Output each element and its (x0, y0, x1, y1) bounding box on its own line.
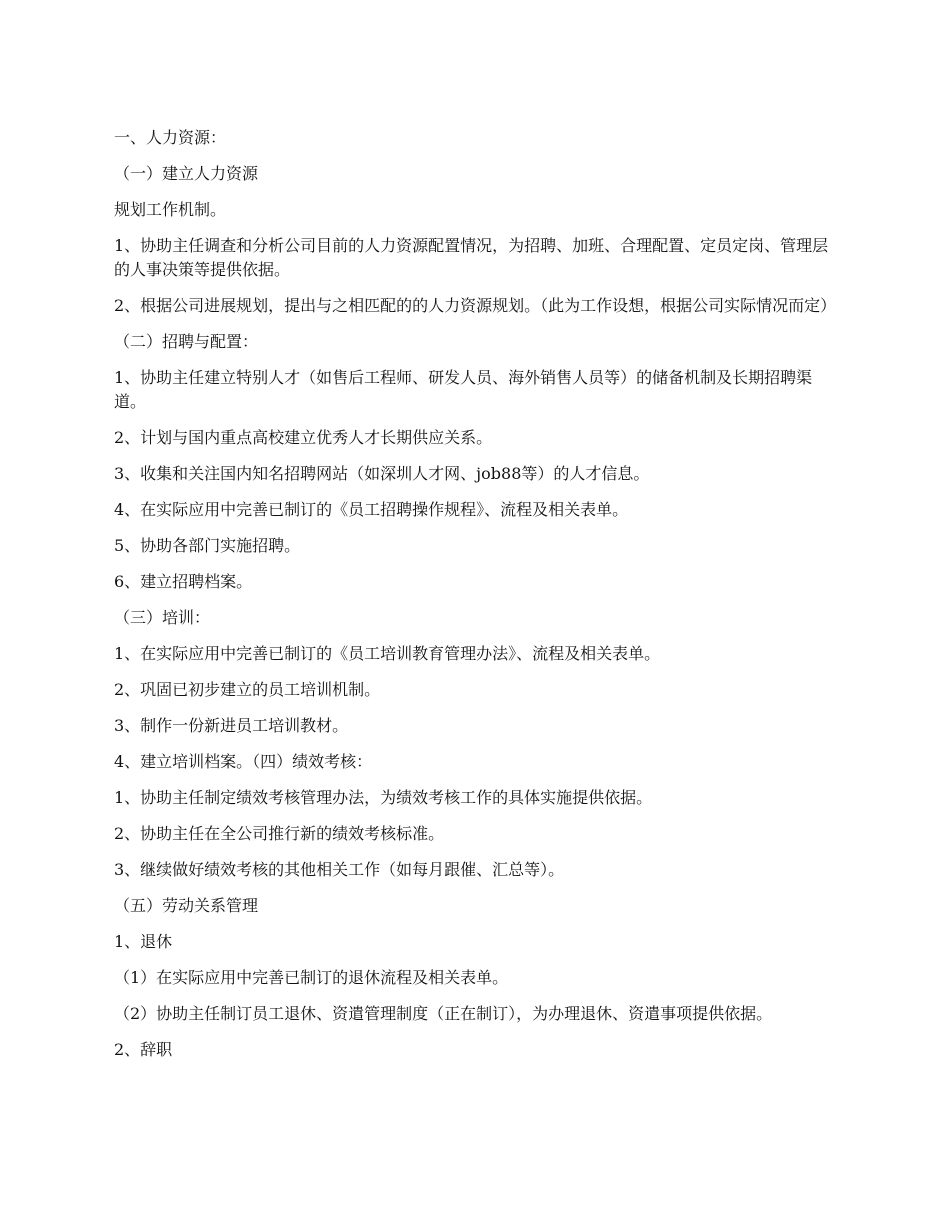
paragraph: 1、协助主任建立特别人才（如售后工程师、研发人员、海外销售人员等）的储备机制及长期招聘渠道。 (114, 368, 813, 411)
paragraph: 3、收集和关注国内知名招聘网站（如深圳人才网、job88等）的人才信息。 (114, 464, 650, 483)
paragraph: 4、在实际应用中完善已制订的《员工招聘操作规程》、流程及相关表单。 (114, 500, 629, 519)
paragraph: 1、退休 (114, 932, 173, 951)
paragraph: 2、协助主任在全公司推行新的绩效考核标准。 (114, 824, 445, 843)
paragraph: 2、辞职 (114, 1040, 173, 1059)
paragraph: 1、协助主任制定绩效考核管理办法，为绩效考核工作的具体实施提供依据。 (114, 788, 653, 807)
paragraph: 2、计划与国内重点高校建立优秀人才长期供应关系。 (114, 428, 493, 447)
paragraph: 1、协助主任调查和分析公司目前的人力资源配置情况，为招聘、加班、合理配置、定员定岗、管理层的人事决策等提供依据。 (114, 236, 829, 279)
subsection-heading-recruitment: （二）招聘与配置： (114, 332, 259, 351)
subsection-heading-hr-planning: （一）建立人力资源 (114, 164, 259, 183)
paragraph: 1、在实际应用中完善已制订的《员工培训教育管理办法》、流程及相关表单。 (114, 644, 661, 663)
paragraph: 3、继续做好绩效考核的其他相关工作（如每月跟催、汇总等）。 (114, 860, 565, 879)
subsection-heading-training: （三）培训： (114, 608, 211, 627)
paragraph: 2、根据公司进展规划，提出与之相匹配的的人力资源规划。（此为工作设想，根据公司实际情况而定） (114, 296, 837, 315)
paragraph: 3、制作一份新进员工培训教材。 (114, 716, 349, 735)
document-page (114, 126, 837, 1074)
paragraph: 5、协助各部门实施招聘。 (114, 536, 301, 555)
paragraph: 4、建立培训档案。（四）绩效考核： (114, 752, 373, 771)
paragraph: （1）在实际应用中完善已制订的退休流程及相关表单。 (114, 968, 509, 987)
subsection-heading-labor-relations: （五）劳动关系管理 (114, 896, 259, 915)
paragraph: （2）协助主任制订员工退休、资遣管理制度（正在制订），为办理退休、资遣事项提供依据。 (114, 1004, 773, 1023)
paragraph: 2、巩固已初步建立的员工培训机制。 (114, 680, 381, 699)
section-heading-human-resources: 一、人力资源： (114, 128, 227, 147)
paragraph: 6、建立招聘档案。 (114, 572, 253, 591)
paragraph: 规划工作机制。 (114, 200, 227, 219)
